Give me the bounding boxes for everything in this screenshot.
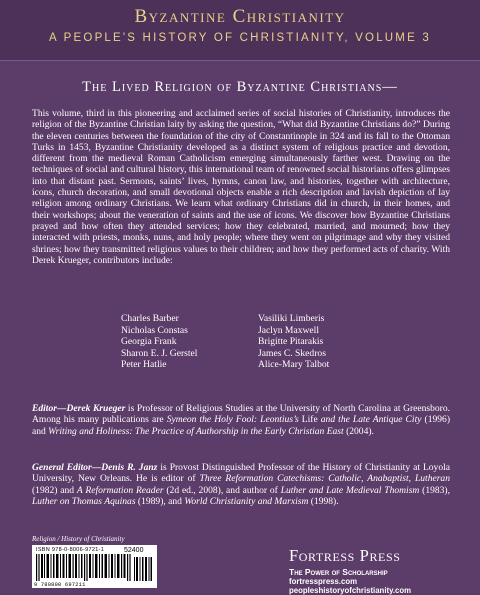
general-editor-bio xyxy=(32,462,450,507)
contributor: Charles Barber xyxy=(121,313,179,324)
book-title: Symeon the Holy Fool: Leontius’s xyxy=(166,414,299,426)
bio-text: (2d ed., 2008), and author of xyxy=(163,484,281,496)
barcode xyxy=(32,545,157,588)
series-header xyxy=(0,0,480,61)
book-title: Three Reformation Catechisms: Catholic, Anabaptist, Lutheran xyxy=(199,473,450,485)
contributor: Peter Hatlie xyxy=(121,359,167,371)
contributor: Georgia Frank xyxy=(121,336,177,348)
book-title: and the Late Antique City xyxy=(320,414,422,426)
contributor: Jaclyn Maxwell xyxy=(258,324,320,336)
description: This volume, third in this pioneering and acclaimed series of social histories of Christianity, introduces the religion of the Byzantine Christian laity by asking the question, “What did Byzantine Christians do?” During the eleven centuries between the foundation of the city of Constantinople in 324 and its fall to the Ottoman Turks in 1453, Byzantine Christianity developed as a distinct system of religious practice and devotion, different from the medieval Roman Catholicism emerging simultaneously farther west. Drawing on the techniques of social and cultural history, this international team of renowned social historians offers glimpses into that distant past. Sermons, saints’ lives, hymns, canon law, and histories, together with architecture, icons, church decoration, and small devotional objects enable a rich description and lavish depiction of lay religion among ordinary Christians. We learn what ordinary Christians did in church, in their homes, and their workshops; about the veneration of saints and the use of icons. We discover how Byzantine Christians prayed and how often they attended services; how they celebrated, married, and mourned; how they interacted with priests, monks, nuns, and holy people; where they went on pilgrimage and why they visited shrines; how they transmitted religious values to their children; and how they performed acts of charity. With Derek Krueger, contributors include: xyxy=(32,108,450,266)
publisher-block xyxy=(289,546,411,595)
book-title: Luther on Thomas Aquinas xyxy=(32,495,136,507)
contributor: Nicholas Constas xyxy=(121,324,188,336)
book-title: A Reformation Reader xyxy=(76,484,164,496)
contributor: James C. Skedros xyxy=(258,347,326,359)
contributor: Alice-Mary Talbot xyxy=(258,359,330,371)
publisher-name: Fortress Press xyxy=(289,546,401,565)
category-label: Religion / History of Christianity xyxy=(32,535,125,543)
publisher-tagline: The Power of Scholarship xyxy=(289,567,388,577)
publisher-url[interactable]: fortresspress.com xyxy=(289,577,358,586)
bio-text: (1989), and xyxy=(135,495,185,507)
series-subtitle: A PEOPLE'S HISTORY OF CHRISTIANITY, VOLUME 3 xyxy=(49,32,431,44)
contributor: Vasiliki Limberis xyxy=(258,313,325,324)
book-title: Writing and Holiness: The Practice of Authorship in the Early Christian East xyxy=(48,425,344,437)
bio-text: (2004). xyxy=(343,425,374,437)
bio-text: (1983), xyxy=(419,484,450,496)
contributor: Brigitte Pitarakis xyxy=(258,336,324,348)
isbn-text: ISBN 978-0-8006-9721-1 xyxy=(36,547,105,553)
price-code: 52400 xyxy=(124,547,144,554)
book-title: Byzantine Christianity xyxy=(134,6,346,27)
series-url[interactable]: peopleshistoryofchristianity.com xyxy=(289,586,412,595)
editor-bio xyxy=(32,403,450,437)
barcode-number: 9 780800 697211 xyxy=(34,582,86,588)
barcode-bars xyxy=(36,554,153,581)
bio-text: (1982) and xyxy=(32,484,77,496)
bio-text: is Provost Distinguished Professor of the History of Christianity at Loyola University, New Orleans. He is editor of xyxy=(32,462,450,485)
headline: The Lived Religion of Byzantine Christians— xyxy=(82,79,398,95)
editor-lead: Editor—Derek Krueger xyxy=(32,403,126,414)
bio-text: (1998). xyxy=(308,495,339,507)
book-title: World Christianity and Marxism xyxy=(184,495,309,507)
contributors-left xyxy=(121,313,197,371)
bio-text: is Professor of Religious Studies at the University of North Carolina at Greensboro. Among his many publications are xyxy=(32,403,451,426)
general-editor-lead: General Editor—Denis R. Janz xyxy=(32,462,158,473)
contributors-right xyxy=(258,313,329,371)
contributor: Sharon E. J. Gerstel xyxy=(121,347,198,359)
bio-text: Life xyxy=(298,414,321,426)
book-title: Luther and Late Medieval Thomism xyxy=(280,484,420,496)
bio-text: (1996) and xyxy=(32,414,450,437)
